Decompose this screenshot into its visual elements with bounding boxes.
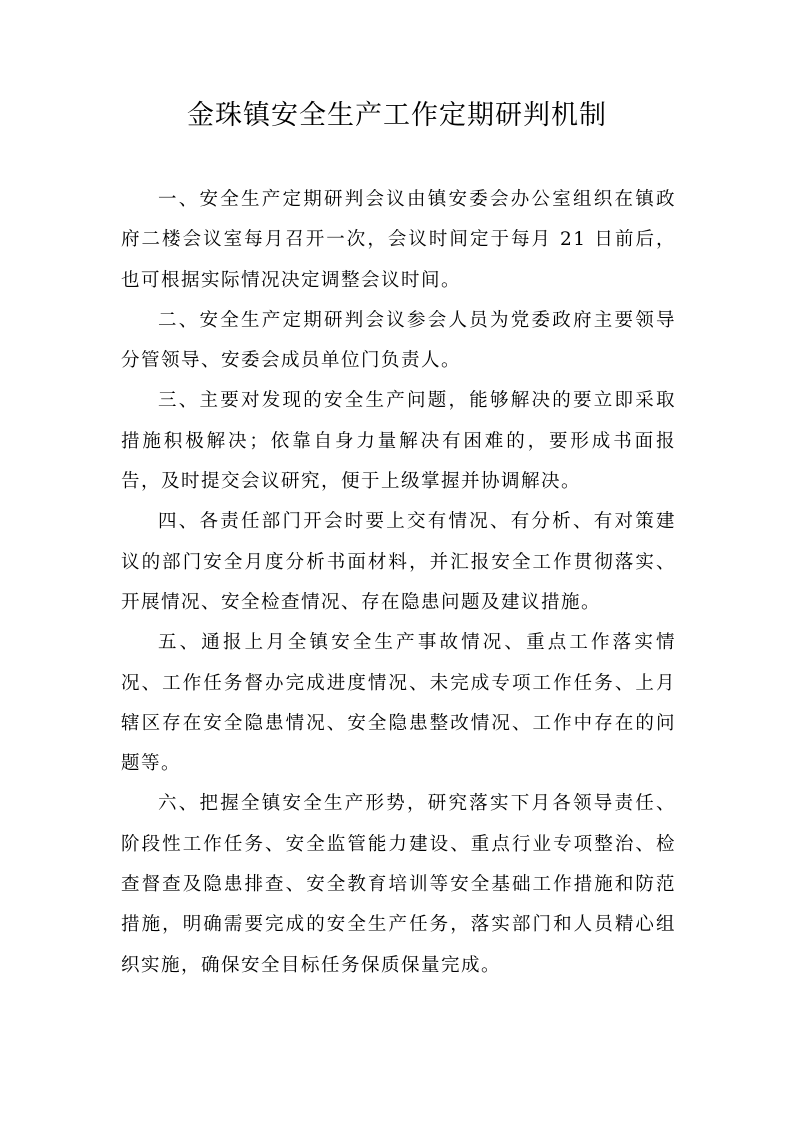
paragraph-2: 二、安全生产定期研判会议参会人员为党委政府主要领导分管领导、安委会成员单位门负责人。: [121, 309, 676, 372]
document-body: [121, 180, 676, 986]
document-title: 金珠镇安全生产工作定期研判机制: [187, 100, 607, 131]
paragraph-3: 三、主要对发现的安全生产问题，能够解决的要立即采取措施积极解决；依靠自身力量解决有困难的，要形成书面报告，及时提交会议研究，便于上级掌握并协调解决。: [121, 390, 676, 493]
paragraph-5: 五、通报上月全镇安全生产事故情况、重点工作落实情况、工作任务督办完成进度情况、未完成专项工作任务、上月辖区存在安全隐患情况、安全隐患整改情况、工作中存在的问题等。: [121, 632, 676, 775]
paragraph-4: 四、各责任部门开会时要上交有情况、有分析、有对策建议的部门安全月度分析书面材料，并汇报安全工作贯彻落实、开展情况、安全检查情况、存在隐患问题及建议措施。: [121, 511, 676, 613]
paragraph-6: 六、把握全镇安全生产形势，研究落实下月各领导责任、阶段性工作任务、安全监管能力建设、重点行业专项整治、检查督查及隐患排查、安全教育培训等安全基础工作措施和防范措施，明确需要完成的安全生产任务，落实部门和人员精心组织实施，确保安全目标任务保质保量完成。: [121, 793, 676, 976]
paragraph-1: 一、安全生产定期研判会议由镇安委会办公室组织在镇政府二楼会议室每月召开一次，会议时间定于每月 21 日前后，也可根据实际情况决定调整会议时间。: [121, 189, 676, 291]
